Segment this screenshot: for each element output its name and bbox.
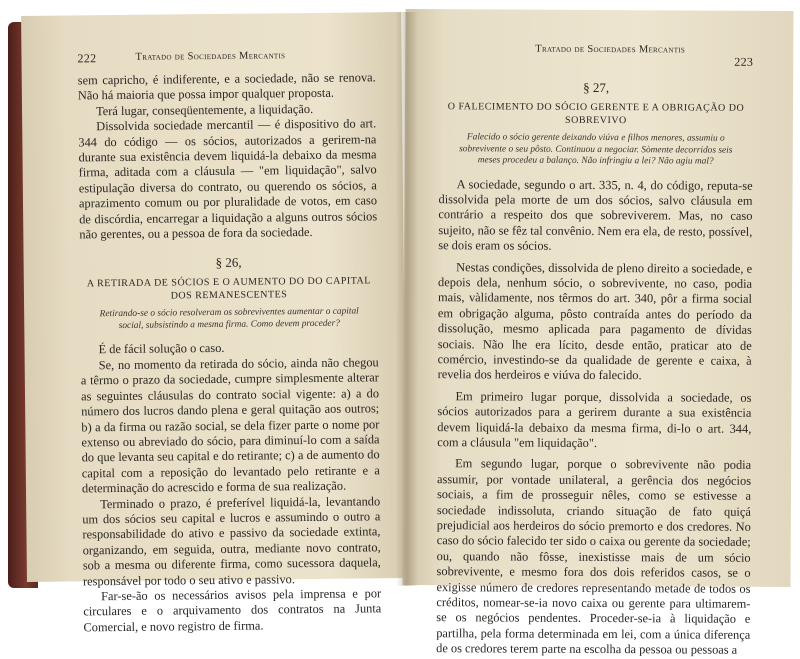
paragraph: Nestas condições, dissolvida de pleno direito a sociedade, e depois dela, nenhum sócio, o sobrevivente, no caso, podia mais, vàlidamente, nos têrmos do art. 340, pôr a firma social em obrigação alguma, pôsto contraída antes do período da dissolução, mesmo aplicada para pagamento de dívidas sociais. Não lhe era lícito, desde então, praticar ato de comércio, investindo-se da qualidade de gerente e caixa, à revelia dos herdeiros e viúva do falecido. [437, 259, 753, 383]
section-title: O FALECIMENTO DO SÓCIO GERENTE E A OBRIGAÇÃO DO SOBREVIVO [447, 101, 745, 126]
right-page-header [439, 43, 753, 67]
page-gutter [396, 12, 418, 586]
section-number: § 27, [583, 79, 610, 96]
section-number: § 26, [215, 255, 242, 271]
left-page-header [77, 48, 375, 73]
epigraph: Retirando-se o sócio resolveram os sobreviventes aumentar o capital social, subsistindo a mesma firma. Como devem proceder? [99, 306, 359, 331]
paragraph: A sociedade, segundo o art. 335, n. 4, do código, reputa-se dissolvida pela morte de um dos sócios, salvo cláusula em contrário a respeito dos que sobreviverem. Mas, no caso sujeito, não se fêz tal convênio. Nem era ela, de resto, possível, se dois eram os sócios. [438, 176, 753, 253]
section-title: A RETIRADA DE SÓCIOS E O AUMENTO DO DO CAPITAL DOS REMANESCENTES [86, 275, 371, 302]
paragraph: Em primeiro lugar porque, dissolvida a sociedade, os sócios autorizados para a gerirem durante a sua existência devem liquidá-la debaixo da mesma firma, di-lo o art. 344, com a cláusula "em liquidação". [437, 389, 752, 450]
paragraph: sem capricho, é indiferente, e a sociedade, não se renova. Não há maioria que possa impor qualquer proposta. [77, 70, 376, 103]
paragraph: É de fácil solução o caso. [98, 341, 225, 357]
left-page [21, 12, 407, 635]
running-head: Tratado de Sociedades Mercantis [135, 50, 286, 63]
right-page [402, 9, 793, 658]
page-number: 222 [77, 51, 97, 66]
paragraph: Dissolvida sociedade mercantil — é dispositivo do art. 344 do código — os sócios, autorizados a gerirem-na durante sua existência devem liquidá-la debaixo da mesma firma, aditada com a cláusula — "em liquidação", salvo estipulação diversa do contrato, ou querendo os sócios, a aprazimento comum ou por pluralidade de votos, em caso de discórdia, encarregar a liquidação a alguns outros sócios não gerentes, ou a pessoa de fora da sociedade. [78, 116, 378, 242]
paragraph: Terminado o prazo, é preferível liquidá-la, levantando um dos sócios seu capital e lucros e assumindo o outro a responsabilidade do ativo e passivo da sociedade extinta, organizando, em seguida, outra, mediante novo contrato, sob a mesma ou diferente firma, como sucessora daquela, responsável por todo o seu ativo e passivo. [82, 493, 381, 588]
paragraph: Far-se-ão os necessários avisos pela imprensa e por circulares e o arquivamento dos contratos na Junta Comercial, e novo registro de firma. [83, 586, 382, 635]
paragraph: Em segundo lugar, porque o sobrevivente não podia assumir, por vontade unilateral, a gerência dos negócios sociais, a fim de prosseguir nêles, como se estivesse a sociedade indissoluta, criando situação de fato quiçá prejudicial aos herdeiros do sócio premorto e dos credores. No caso do sócio falecido ter sido o caixa ou gerente da sociedade; ou, quando não fôsse, inexistisse mais de um sócio sobrevivente, e mesmo fora dos dois referidos casos, se o exigisse número de credores representando metade de todos os créditos, nomear-se-ia novo caixa ou gerente para ultimarem-se os negócios pendentes. Proceder-se-ia à liquidação e partilha, pela forma determinada em lei, com a única diferença de os credores terem parte na escolha da pessoa ou pessoas a [436, 456, 752, 658]
running-head: Tratado de Sociedades Mercantis [535, 43, 686, 56]
page-number: 223 [734, 54, 754, 69]
paragraph: Se, no momento da retirada do sócio, ainda não chegou a têrmo o prazo da sociedade, cumpre simplesmente alterar as seguintes cláusulas do contrato social vigente: a) a do número dos lucros dando plena e geral quitação aos outros; b) a da firma ou razão social, se dela fizer parte o nome por extenso ou abreviado do sócio, para diminuí-lo com a saída do que levanta seu capital e do retirante; c) a de aumento do capital com a reposição do levantado pelo retirante e a determinação do acrescido e forma de sua realização. [80, 355, 380, 496]
epigraph: Falecido o sócio gerente deixando viúva e filhos menores, assumiu o sobrevivente o seu pôsto. Continuou a negociar. Sòmente decorridos seis meses procedeu a balanço. Não infringiu a lei? Não agiu mal? [459, 132, 733, 167]
paragraph: Terá lugar, conseqüentemente, a liquidação. [95, 101, 314, 119]
